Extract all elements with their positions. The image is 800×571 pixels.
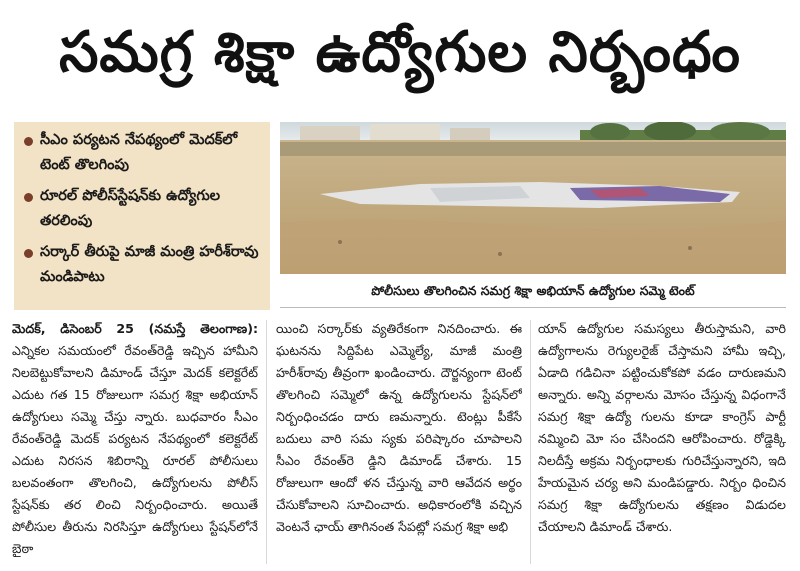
column-divider (266, 320, 267, 564)
bullet-icon (24, 137, 33, 146)
highlight-item (22, 184, 262, 234)
highlight-text: సర్కార్‌ తీరుపై మాజీ మంత్రి హరీశ్‌రావు మండిపాటు (40, 244, 259, 285)
article-text: యాన్‌ ఉద్యోగుల సమస్యలు తీరుస్తామని, వారి ఉద్యోగాలను రెగ్యులరైజ్‌ చేస్తామని హామీ ఇచ్చి, ఏడాది గడిచినా పట్టించుకోకపో వడం దారుణమని అన్నారు. అన్ని వర్గాలను మోసం చేస్తున్న విధంగానే సమగ్ర శిక్షా ఉద్యో గులను కూడా కాంగ్రెస్‌ పార్టీ నమ్మించి మో సం చేసిందని ఆరోపించారు. రోడ్డెక్కి నిలదీస్తే అక్రమ నిర్బంధాలకు గురిచేస్తున్నారని, ఇది హేయమైన చర్య అని మండిపడ్డారు. నిర్బం ధించిన సమగ్ర శిక్షా ఉద్యోగులను తక్షణం విడుదల చేయాలని డిమాండ్‌ చేశారు. (538, 321, 786, 534)
highlight-text: రూరల్‌ పోలీస్‌స్టేషన్‌కు ఉద్యోగుల తరలింపు (40, 188, 221, 229)
photo-caption: పోలీసులు తొలగించిన సమగ్ర శిక్షా అభియాన్‌ ఉద్యోగుల సమ్మె టెంట్‌ (280, 278, 786, 308)
article-text: యించి సర్కార్‌కు వ్యతిరేకంగా నినదించారు. ఈ ఘటనను సిద్దిపేట ఎమ్మెల్యే, మాజీ మంత్రి హరీశ్‌రావు తీవ్రంగా ఖండించారు. దౌర్జన్యంగా టెంట్‌ తొలగించి సమ్మెలో ఉన్న ఉద్యోగులను స్టేషన్‌లో నిర్బంధించడం దారు ణమన్నారు. టెంట్లు పీకేసే బదులు వారి సమ స్యకు పరిష్కారం చూపాలని సీఎం రేవంత్‌రె డ్డిని డిమాండ్‌ చేశారు. 15 రోజులుగా ఆందో ళన చేస్తున్న వారి ఆవేదన అర్థం చేసుకోవాలని సూచించారు. అధికారంలోకి వచ్చిన వెంటనే ఛాయ్‌ తాగినంత సేపట్లో సమగ్ర శిక్షా అభి (276, 321, 522, 534)
article-column-1 (12, 318, 258, 566)
column-divider (530, 320, 531, 564)
article-column-3 (538, 318, 786, 566)
dateline: మెదక్‌, డిసెంబర్‌ 25 (నమస్తే తెలంగాణ): (12, 321, 258, 336)
article-text: ఎన్నికల సమయంలో రేవంత్‌రెడ్డి ఇచ్చిన హామీని నిలబెట్టుకోవాలని డిమాండ్‌ చేస్తూ మెదక్‌ కలెక్టరేట్‌ ఎదుట గత 15 రోజులుగా సమగ్ర శిక్షా అభియాన్‌ ఉద్యోగులు సమ్మె చేస్తు న్నారు. బుధవారం సీఎం రేవంత్‌రెడ్డి మెదక్‌ పర్యటన నేపథ్యంలో కలెక్టరేట్‌ ఎదుట నిరసన శిబిరాన్ని రూరల్‌ పోలీసులు బలవంతంగా తొలగించి, ఉద్యోగులను పోలీస్‌ స్టేషన్‌కు తర లించి నిర్బంధించారు. అయితే పోలీసుల తీరును నిరసిస్తూ ఉద్యోగులు స్టేషన్‌లోనే బైఠా (12, 343, 258, 556)
bullet-icon (24, 193, 33, 202)
article-column-2 (276, 318, 522, 566)
photo-block (280, 122, 786, 312)
news-photo (280, 122, 786, 274)
highlight-text: సీఎం పర్యటన నేపథ్యంలో మెదక్‌లో టెంట్‌ తొలగింపు (40, 132, 238, 173)
headline: సమగ్ర శిక్షా ఉద్యోగుల నిర్బంధం (59, 19, 741, 85)
highlight-item (22, 240, 262, 290)
highlight-item (22, 128, 262, 178)
highlights-box (14, 122, 270, 310)
bullet-icon (24, 249, 33, 258)
